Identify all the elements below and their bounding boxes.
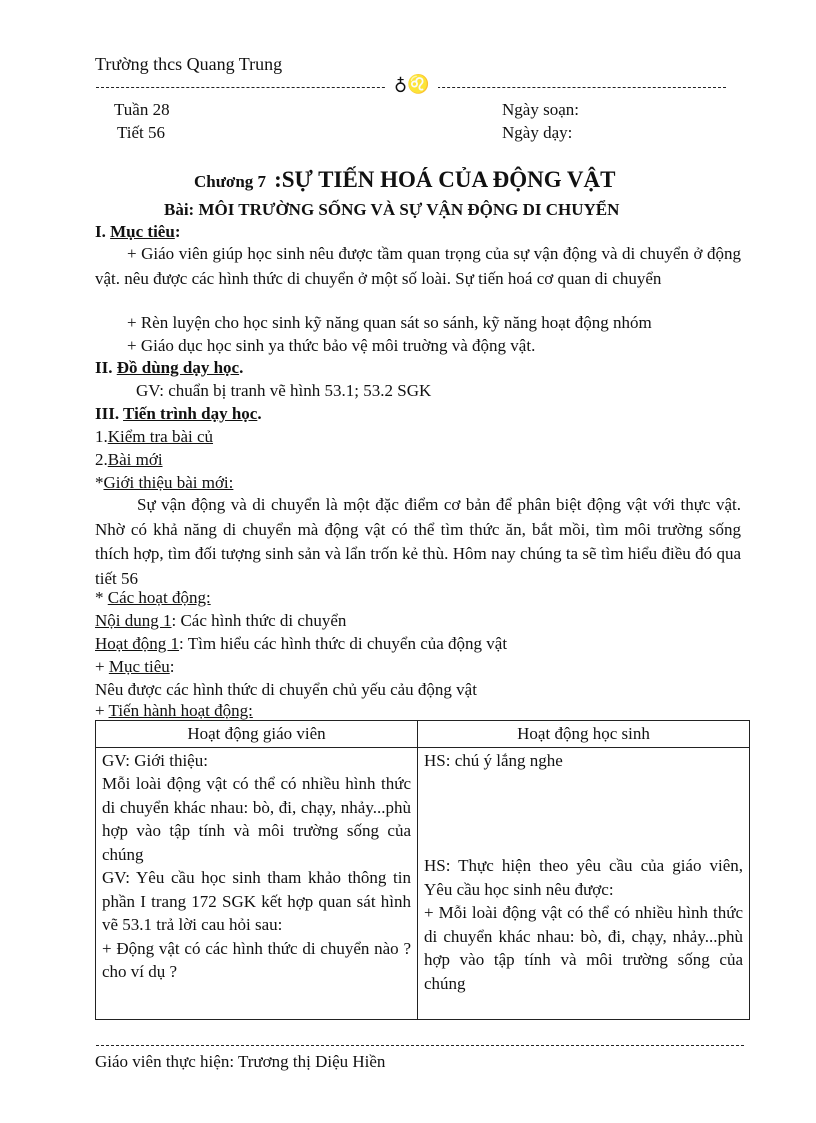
process-heading-num: III. [95, 404, 124, 423]
teacher-cell [96, 747, 418, 1020]
process-item-2 [95, 450, 163, 470]
student-answer: + Mỗi loài động vật có thể có nhiều hình thức di chuyển khác nhau: bò, đi, chạy, nhảy...phù hợp vào tập tính và môi trường sống của chúng [424, 903, 743, 993]
teacher-question: + Động vật có các hình thức di chuyển nào ? cho ví dụ ? [102, 938, 411, 981]
activities-star: * [95, 588, 108, 607]
divider-ornament-icon: ♁♌ [386, 74, 438, 95]
process-heading-text: Tiến trình dạy học [123, 404, 258, 423]
teach-date-label: Ngày dạy: [502, 123, 573, 142]
objective-2: + Rèn luyện cho học sinh kỹ năng quan sát so sánh, kỹ năng hoạt động nhóm [127, 313, 652, 332]
intro-paragraph: Sự vận động và di chuyển là một đặc điểm cơ bản để phân biệt động vật với thực vật. Nhờ có khả năng di chuyển mà động vật có thể tìm thức ăn, bắt mồi, tìm môi trường sống thích hợp, tìm đối tượng sinh sản và lẩn trốn kẻ thù. Hôm nay chúng ta sẽ tìm hiểu điều đó qua tiết 56 [95, 495, 741, 588]
activity-table [95, 720, 750, 1020]
activities-heading-text: Các hoạt động: [107, 588, 211, 607]
goal-tail: : [169, 657, 175, 676]
materials-heading [95, 358, 243, 378]
school-name: Trường thcs Quang Trung [95, 54, 283, 74]
process-item-1-text: Kiểm tra bài củ [107, 427, 214, 446]
week-label: Tuần 28 [114, 100, 170, 119]
chapter-title [194, 167, 616, 193]
intro-heading-text: Giới thiệu bài mới: [103, 473, 234, 492]
footer-divider [96, 1045, 744, 1046]
steps-heading [95, 701, 253, 721]
student-spacer [424, 772, 743, 854]
teacher-intro-text: Mỗi loài động vật có thể có nhiều hình thức di chuyển khác nhau: bò, đi, chạy, nhảy...phù hợp vào tập tính và môi trường sống của chúng [102, 774, 411, 864]
lesson-title: Bài: MÔI TRƯỜNG SỐNG VÀ SỰ VẬN ĐỘNG DI CHUYỂN [164, 200, 620, 219]
content-1 [95, 611, 346, 631]
materials-heading-tail: . [239, 358, 244, 377]
chapter-name: :SỰ TIẾN HOÁ CỦA ĐỘNG VẬT [274, 167, 616, 192]
steps-label: Tiến hành hoạt động: [108, 701, 253, 720]
table-header-row [96, 721, 750, 748]
process-heading [95, 404, 262, 424]
activity-1-text: : Tìm hiểu các hình thức di chuyển của động vật [179, 634, 508, 653]
activities-heading [95, 588, 211, 608]
goal-plus: + [95, 657, 109, 676]
objective-1: + Giáo viên giúp học sinh nêu được tầm quan trọng của sự vận động và di chuyển ở động vật. nêu được các hình thức di chuyển ở một số loài. Sự tiến hoá cơ quan di chuyển [95, 244, 741, 288]
student-response: HS: Thực hiện theo yêu cầu của giáo viên, Yêu cầu học sinh nêu được: [424, 856, 743, 899]
process-item-1-num: 1. [95, 427, 108, 446]
steps-plus: + [95, 701, 109, 720]
process-item-1 [95, 427, 213, 447]
table-header-student: Hoạt động học sinh [418, 721, 750, 748]
content-1-text: : Các hình thức di chuyển [171, 611, 347, 630]
materials-heading-num: II. [95, 358, 117, 377]
objective-3: + Giáo dục học sinh ya thức bảo vệ môi truờng và động vật. [127, 336, 536, 355]
table-header-teacher: Hoạt động giáo viên [96, 721, 418, 748]
activity-1 [95, 634, 507, 654]
objectives-heading-tail: : [174, 222, 181, 241]
objectives-heading-text: Mục tiêu [110, 222, 175, 241]
student-cell [418, 747, 750, 1020]
materials-text: GV: chuẩn bị tranh vẽ hình 53.1; 53.2 SGK [136, 381, 432, 400]
prep-date-label: Ngày soạn: [502, 100, 579, 119]
process-item-2-num: 2. [95, 450, 108, 469]
teacher-intro-label: GV: Giới thiệu: [102, 750, 208, 770]
process-heading-tail: . [257, 404, 262, 423]
materials-heading-text: Đồ dùng dạy học [116, 358, 240, 377]
goal-heading [95, 657, 174, 677]
goal-text: Nêu được các hình thức di chuyển chủ yếu cảu động vật [95, 680, 477, 699]
objectives-heading-num: I. [95, 222, 111, 241]
goal-label: Mục tiêu [108, 657, 170, 676]
teacher-request: GV: Yêu cầu học sinh tham khảo thông tin phần I trang 172 SGK kết hợp quan sát hình vẽ 53.1 trả lời cau hỏi sau: [102, 868, 411, 934]
content-1-label: Nội dung 1 [95, 611, 172, 630]
process-item-2-text: Bài mới [107, 450, 163, 469]
intro-star: * [95, 473, 104, 492]
intro-heading [95, 473, 233, 493]
footer-teacher: Giáo viên thực hiện: Trương thị Diệu Hiền [95, 1052, 386, 1071]
chapter-prefix: Chương 7 [194, 172, 267, 191]
activity-1-label: Hoạt động 1 [95, 634, 180, 653]
table-row [96, 747, 750, 1020]
objectives-heading [95, 222, 180, 242]
student-listen: HS: chú ý lắng nghe [424, 750, 563, 770]
lesson-number: Tiết 56 [117, 123, 166, 142]
